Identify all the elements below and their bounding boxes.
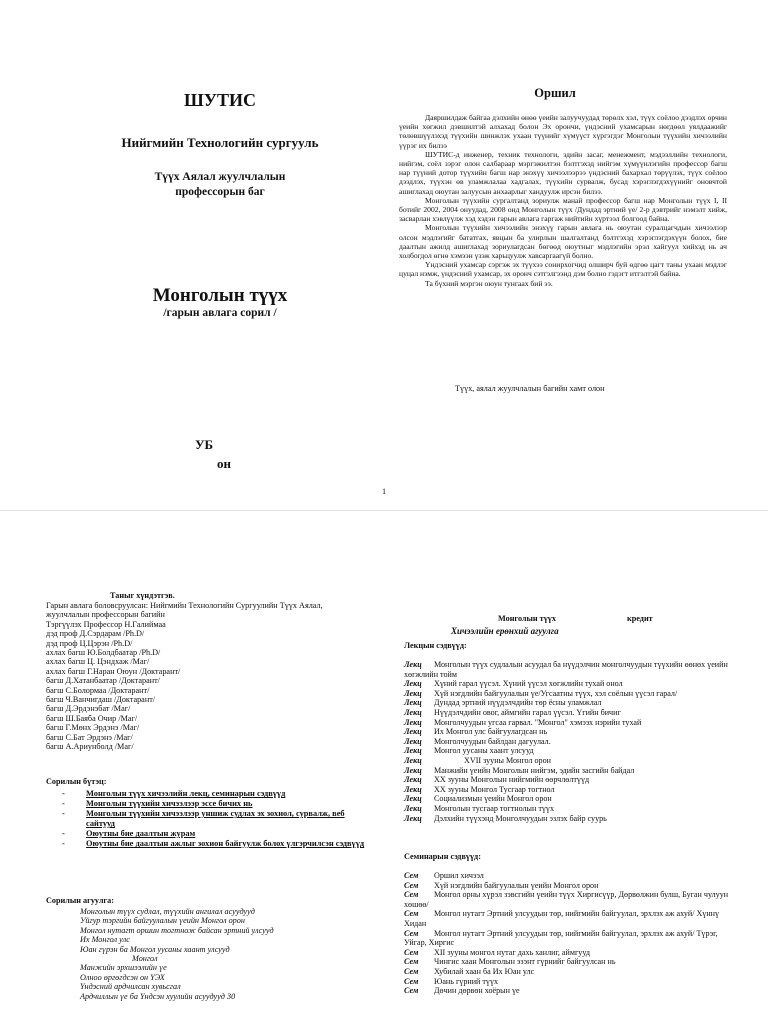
credit-label: кредит	[627, 614, 653, 623]
seminar-item	[404, 929, 734, 948]
structure-item: - Оюутны бие даалтын журам	[46, 829, 366, 839]
lecture-item	[404, 804, 734, 814]
lecture-item	[404, 708, 734, 718]
lecture-tag: Лекц	[404, 727, 422, 737]
lecture-item	[404, 746, 734, 756]
lectures-list	[404, 660, 734, 823]
author-item: багш С.Бат Эрдэнэ /Маг/	[46, 732, 133, 742]
seminar-item	[404, 881, 734, 891]
university-title: ШУТИС	[184, 90, 256, 110]
seminar-text: Хүй нэгдлийн байгуулалын үеийн Монгол орон	[434, 880, 599, 890]
lecture-text: Социализмын үеийн Монгол орон	[434, 794, 552, 804]
lecture-tag: Лекц	[404, 746, 422, 756]
seminar-text: Монгол нутагт Эртний улсуудын төр, нийгмийн байгуулал, эрхлэх аж ахуй/ Хүннү Хидан	[404, 909, 720, 928]
content-item: Олноо өргөгдсэн он ҮЭХ	[80, 972, 165, 982]
content-heading: Сорилын агуулга:	[46, 896, 114, 905]
authors-list	[46, 620, 376, 752]
lecture-tag: Лекц	[404, 736, 422, 746]
seminar-text: Дөчин дөрвөн хоёрын үе	[434, 986, 520, 996]
seminar-tag: Сем	[404, 957, 419, 967]
lecture-text: Манжийн үеийн Монголын нийгэм, эдийн засгийн байдал	[434, 765, 635, 775]
year-label: он	[217, 456, 231, 471]
lecture-item	[404, 766, 734, 776]
preface-paragraph: Монголын түүхийн сургалтанд зориулж манай профессор багш нар Монголын түүх I, II ботийг 2002, 2004 онуудад, 2008 онд Монголын түүх /Дундад эртний үе/ 2-р дэвтрийг нэмэлт хийж, засварлан хэвлүүлж хэд хэдэн гарын авлага гаргаж нийтийн хүртээл болгоод байна.	[399, 195, 727, 224]
content-item: Уйгур тэргийн байгуулалын үеийн Монгол орон	[80, 916, 245, 926]
seminar-text: Оршил хичээл	[434, 871, 484, 880]
author-item: дэд проф Ц.Цэрэн /Ph.D/	[46, 638, 133, 648]
lecture-item	[404, 785, 734, 795]
seminar-tag: Сем	[404, 986, 419, 996]
lecture-item	[404, 689, 734, 699]
author-item: ахлах багш Ц. Цэндхаж /Маг/	[46, 657, 150, 667]
seminar-tag: Сем	[404, 947, 419, 957]
lecture-item	[404, 698, 734, 708]
book-subtitle: /гарын авлага сорил /	[163, 307, 277, 319]
author-item: ахлах багш Ю.Болдбаатар /Ph.D/	[46, 648, 161, 658]
author-item: багш Д.Хатанбаатар /Доктарант/	[46, 676, 160, 686]
lecture-item	[404, 756, 734, 766]
lecture-item	[404, 775, 734, 785]
author-item: багш А.Ариунболд /Маг/	[46, 742, 134, 752]
course-subheading: Хичээлийн ерөнхий агуулга	[451, 626, 559, 636]
school-name: Нийгмийн Технологийн сургууль	[121, 135, 319, 150]
author-item: багш Ш.Баяба Очир /Маг/	[46, 713, 138, 723]
lecture-tag: Лекц	[404, 775, 422, 785]
author-item: дэд проф Д.Сэрдарам /Ph.D/	[46, 629, 145, 639]
lecture-text: XX зууны Монгол Тусгаар тогтнол	[434, 784, 555, 794]
seminar-item	[404, 871, 734, 881]
lecture-item	[404, 794, 734, 804]
lecture-text: Их Монгол улс байгуулагдсан нь	[434, 727, 548, 737]
author-item: багш С.Болормаа /Доктарант/	[46, 685, 150, 695]
page-number: 1	[382, 487, 387, 496]
structure-item: - Монголын түүхийн хичээлээр уншиж судлах эх зохиол, сурвалж, веб сайтууд	[46, 809, 366, 829]
intro-line: жуулчлалын профессорын багийн	[46, 610, 165, 620]
seminar-text: Монгол нутагт Эртний улсуудын төр, нийгмийн байгуулал, эрхлэх аж ахуй/ Түрэг, Уйгар, Хиргис	[404, 928, 718, 948]
seminar-text: XII зууны монгол нутаг дахь ханлиг, аймгууд	[434, 947, 590, 957]
seminar-item	[404, 967, 734, 977]
author-item: багш Д.Эрдэнэбат /Маг/	[46, 704, 131, 714]
lecture-tag: Лекц	[404, 717, 422, 727]
structure-item: - Монголын түүхийн хичээлээр эссе бичих нь	[46, 799, 366, 809]
lecture-text: Хүний гарал үүсэл. Хүний үүсэл хөгжлийн тухай онол	[434, 679, 623, 689]
lecture-item	[404, 814, 734, 824]
structure-item: - Оюутны бие даалтын ажлыг зохион байгуулж болох үлгэрчилсэн сэдвүүд	[46, 839, 366, 849]
lecture-tag: Лекц	[404, 794, 422, 804]
book-title: Монголын түүх	[152, 285, 288, 306]
lecture-text: Монголын тусгаар тогтнолын түүх	[434, 803, 555, 813]
lecture-text: Дундад эртний нүүдэлчдийн төр ёсны уламжлал	[434, 698, 602, 708]
seminar-tag: Сем	[404, 890, 419, 900]
structure-item: - Монголын түүх хичээлийн лекц, семинарын сэдвүүд	[46, 789, 366, 799]
preface-heading: Оршил	[534, 86, 576, 100]
lecture-text: Монгол уусаны хаант улсууд	[434, 746, 534, 756]
lecture-text: Монголын түүх судлалын асуудал ба нүүдэлчин монголчуудын түүхийн өөнөх үеийн хөгжлийн тойм	[404, 660, 728, 679]
city-label: УБ	[195, 437, 214, 452]
preface-paragraph: ШУТИС-д инженер, техник технологи, эдийн засаг, менежмент, мэдээллийн технологи, нийгэм, соёл зэрэг олон салбараар мэргэжилтэн бэлтгэхэд нийгэм хүмүүнлэгийн профессор багш нар түүний дотор түүхийн багш нар энэхүү хичээлээрээ үндэсний бахархал төрүүлэх, түүх соёлоо дээдлэх, түүхэн өв уламжлалаа хадгалах, түүхийн сурвалж, бусад хэрэглэгдэхүүнийг оновчтой ашиглахад оюутан залуусын анхаарлыг хандуулж ирсэн билээ.	[399, 149, 727, 196]
content-item: Манжийн эрхшээлийн үе	[80, 963, 167, 973]
preface-paragraph: Даяршилдаж байгаа дэлхийн өнөө үеийн залуучуудад төрөлх хэл, түүх соёлоо дээдлэх орчин үеийн хөгжил дэвшилтэй алхахад болон Эх орончи, үндэсний ухамсарын нөгдөөл уялдаажийг төлөвшүүлэхэд түүхийн шинжлэх ухаан түүнийг хүмүүст хүргэгдэг Монголын түүхийн хичээлийн үүрэг их билээ	[399, 113, 727, 150]
seminar-tag: Сем	[404, 928, 419, 938]
lecture-item	[404, 660, 734, 679]
department-line-1: Түүх Аялал жуулчлалын	[154, 171, 286, 183]
seminar-tag: Сем	[404, 880, 419, 890]
author-item: багш Г.Мөнх Эрдэнэ /Маг/	[46, 723, 140, 733]
lecture-text: Нүүдэлчдийн овог, аймгийн гарал үүсэл. Үгийн бичиг	[434, 707, 621, 717]
lecture-text: XVII зууны Монгол орон	[464, 755, 551, 765]
preface-body	[399, 113, 727, 288]
lecture-item	[404, 679, 734, 689]
lecture-tag: Лекц	[404, 679, 422, 689]
seminar-item	[404, 957, 734, 967]
lectures-heading: Лекцын сэдвүүд:	[404, 641, 467, 650]
seminar-item	[404, 909, 734, 928]
content-item: Юан гүрэн ба Монгол уусаны хаант улсууд	[80, 944, 230, 954]
seminars-heading: Семинарын сэдвүүд:	[404, 852, 481, 861]
department-line-2: профессорын баг	[175, 186, 265, 198]
lecture-text: Хүй нэгдлийн байгуулалын үе/Угсаатны түүх, хэл соёлын үүсэл гарал/	[434, 688, 678, 698]
preface-signature: Түүх, аялал жуулчлалын багийн хамт олон	[455, 384, 605, 393]
lecture-tag: Лекц	[404, 660, 422, 669]
lecture-tag: Лекц	[404, 813, 422, 823]
lecture-tag: Лекц	[404, 784, 422, 794]
lecture-text: Монголчуудын угсаа гарвал. "Монгол" хэмээх нэрийн тухай	[434, 717, 642, 727]
content-item: Монгол	[132, 954, 158, 964]
content-item: Монгол нутагт оршин тогтнож байсан эртний улсууд	[80, 925, 274, 935]
seminar-text: Монгол орны хүрэл зэвсгийн үеийн түүх Хиргисүүр, Дөрвөлжин булш, Буган чулуун хөшөө/	[404, 890, 729, 909]
seminar-item	[404, 986, 734, 996]
lecture-text: Дэлхийн түүхэнд Монголчуудын эзлэх байр суурь	[434, 813, 607, 823]
seminar-text: Чингис хаан Монголын эзэнт гүрнийг байгуулсан нь	[434, 957, 616, 967]
lecture-item	[404, 737, 734, 747]
lecture-tag: Лекц	[404, 765, 422, 775]
structure-heading: Сорилын бүтэц:	[46, 777, 107, 786]
content-item: Монголын түүх судлал, түүхийн ангилал асуудууд	[80, 907, 255, 916]
seminar-tag: Сем	[404, 966, 419, 976]
seminar-text: Хубилай хаан ба Их Юан улс	[434, 966, 535, 976]
authors-block	[46, 601, 376, 752]
content-item: Үндэсний ардчилсан хувьсгал	[80, 982, 181, 992]
preface-paragraph: Монголын түүхийн хичээлийн энэхүү гарын авлага нь оюутан суралцагчдын хичээлээр олсон мэдлэгийг бататгах, явцын ба улирлын шалгалтанд бэлтгэхэд хэрэглэгдэхүүн болох, бие даалтын ажилд ашиглахад зориулагдсан бөгөөд оюутныг мэдлэгийн эрэл хайгуул хийхэд нь ач холбогдол өгнө хэмээн үзэж харьцуулж хавсаргаагүй болно.	[399, 223, 727, 261]
course-heading: Монголын түүх	[498, 614, 556, 623]
page-separator	[0, 510, 768, 511]
lecture-tag: Лекц	[404, 803, 422, 813]
lecture-item	[404, 727, 734, 737]
author-item: ахлах багш Г.Наран Оюун /Доктарант/	[46, 666, 181, 676]
seminar-tag: Сем	[404, 909, 419, 919]
seminar-tag: Сем	[404, 976, 419, 986]
content-list	[80, 907, 274, 1001]
author-item: Тэргүүлэх Профессор Н.Галиймаа	[46, 619, 166, 629]
greeting: Таныг хүндэтгэв.	[110, 591, 175, 600]
seminar-tag: Сем	[404, 871, 419, 880]
preface-paragraph: Үндэсний ухамсар сэргэж эх түүхээ сонирхогчид олширч буй өдгөө цагт таны ухаан мэдлэг цуцал нэмж, үндэсний ухамсар, эх оронч сэтгэлгээнд дэм болно гэдэгт итгэлтэй байна.	[399, 260, 727, 279]
lecture-tag: Лекц	[404, 698, 422, 708]
lecture-text: XX зууны Монголын нийгмийн өөрчлөлтүүд	[434, 775, 590, 785]
seminar-text: Юань гүрний түүх	[434, 976, 499, 986]
seminar-item	[404, 948, 734, 958]
lecture-tag: Лекц	[404, 688, 422, 698]
content-item: Их Монгол улс	[80, 935, 130, 945]
lecture-item	[404, 718, 734, 728]
seminar-item	[404, 977, 734, 987]
structure-list	[46, 789, 366, 849]
author-item: багш Ч.Ванчигдаш /Доктарант/	[46, 695, 156, 705]
lecture-tag: Лекц	[404, 755, 422, 765]
lecture-tag: Лекц	[404, 707, 422, 717]
preface-paragraph: Та бүхний мэргэн оюун тунгаах бий ээ.	[425, 278, 553, 288]
seminars-list	[404, 871, 734, 996]
intro-line: Гарын авлага боловсруулсан: Нийгмийн Технологийн Сургуулийн Түүх Аялал,	[46, 601, 323, 610]
content-item: Ардчиллын үе ба Үндсэн хуулийн асуудууд 30	[80, 991, 236, 1001]
lecture-text: Монголчуудын байлдан дагуулал.	[434, 736, 551, 746]
seminar-item	[404, 890, 734, 909]
